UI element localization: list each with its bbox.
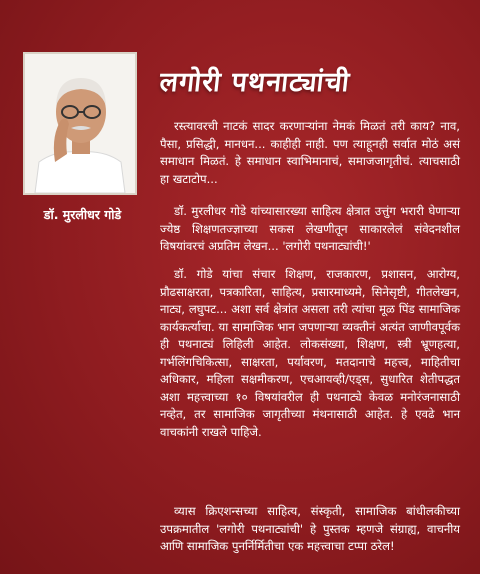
- blurb-paragraph-1: रस्त्यावरची नाटकं सादर करणाऱ्यांना नेमकं मिळतं तरी काय? नाव, पैसा, प्रसिद्धी, मानधन... काहीही नाही. पण त्याहूनही सर्वात मोठं असं समाधान मिळतं. हे समाधान स्वाभिमानाचं, समाजजागृतीचं. त्याचसाठी हा खटाटोप...: [160, 119, 460, 186]
- book-title: लगोरी पथनाट्यांची: [158, 67, 352, 98]
- blurb-paragraph-4: व्यास क्रिएशन्सच्या साहित्य, संस्कृती, सामाजिक बांधीलकीच्या उपक्रमातील 'लगोरी पथनाट्यांची' हे पुस्तक म्हणजे संग्राह्य, वाचनीय आणि सामाजिक पुनर्निर्मितीचा एक महत्त्वाचा टप्पा ठरेल!: [160, 504, 460, 553]
- blurb-paragraph-3: डॉ. गोडे यांचा संचार शिक्षण, राजकारण, प्रशासन, आरोग्य, प्रौढसाक्षरता, पत्रकारिता, साहित्य, प्रसारमाध्यमे, सिनेसृष्टी, गीतलेखन, नाट्य, लघुपट... अशा सर्व क्षेत्रांत असला तरी त्यांचा मूळ पिंड सामाजिक कार्यकर्त्याचा. या सामाजिक भान जपणाऱ्या व्यक्तीनं अत्यंत जाणीवपूर्वक ही पथनाट्यं लिहिली आहेत. लोकसंख्या, शिक्षण, स्त्री भ्रूणहत्या, गर्भलिंगचिकित्सा, साक्षरता, पर्यावरण, मतदानाचे महत्त्व, माहितीचा अधिकार, महिला सक्षमीकरण, एचआयव्ही/एड्स, सुधारित शेतीपद्धत अशा महत्त्वाच्या १० विषयांवरील ही पथनाट्ये केवळ मनोरंजनासाठी नव्हेत, तर सामाजिक जागृतीच्या मंथनासाठी आहेत. हे एवढे भान वाचकांनी राखले पाहिजे.: [160, 267, 460, 439]
- author-portrait-image: [25, 54, 135, 193]
- blurb-paragraph-2: डॉ. मुरलीधर गोडे यांच्यासारख्या साहित्य क्षेत्रात उत्तुंग भरारी घेणाऱ्या ज्येष्ठ शिक्षणतज्ज्ञाच्या सकस लेखणीतून साकारलेलं संवेदनशील विषयांवरचं अप्रतिम लेखन... 'लगोरी पथनाट्यांची!': [160, 204, 460, 253]
- author-photo: [23, 52, 137, 195]
- author-name-caption: डॉ. मुरलीधर गोडे: [43, 207, 122, 222]
